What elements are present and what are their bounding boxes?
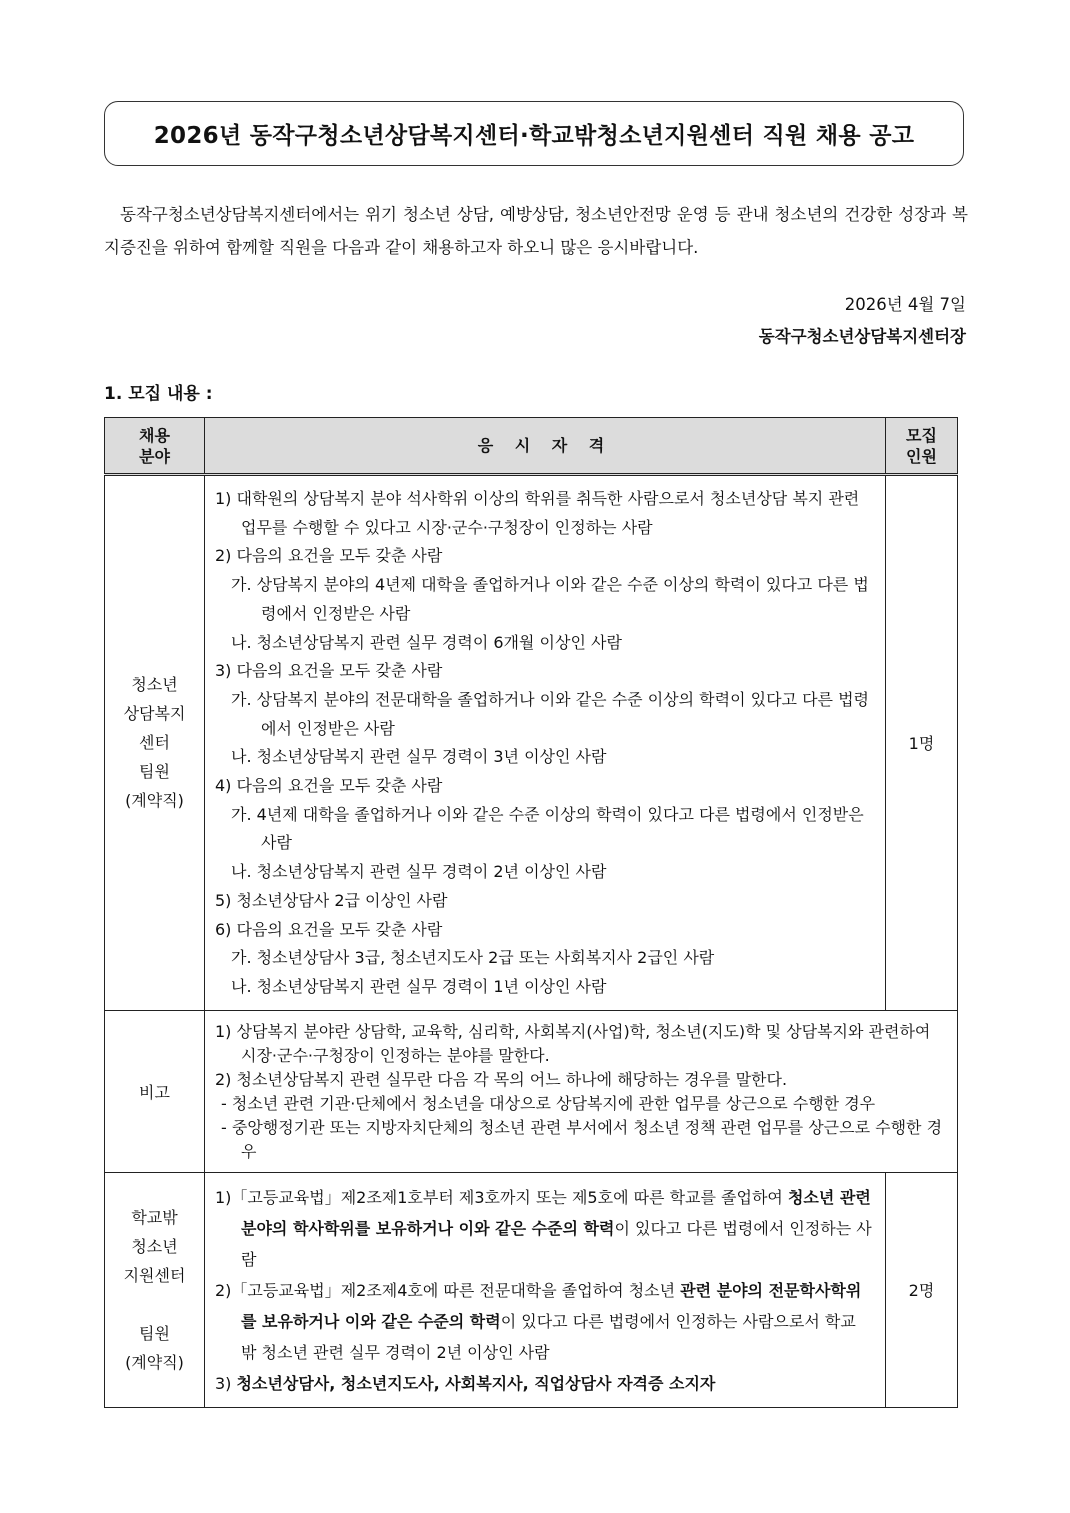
text-run-bold: 관련 분야의 전문학사학위를 보유하거나 이와 같은 수준의 학력 (241, 1280, 862, 1331)
qualification-cell (205, 475, 886, 1011)
text-run: 3) (215, 1373, 237, 1393)
qualification-subitem: 가. 청소년상담사 3급, 청소년지도사 2급 또는 사회복지사 2급인 사람 (231, 948, 715, 968)
field-cell (105, 1172, 205, 1407)
table-row-note (105, 1010, 958, 1172)
section-title: 1. 모집 내용 : (104, 384, 213, 404)
field-line: 센터 (139, 733, 170, 753)
header-field-line2: 분야 (139, 446, 170, 466)
field-line: 팀원 (139, 1323, 170, 1343)
qualification-subitem: 나. 청소년상담복지 관련 실무 경력이 3년 이상인 사람 (231, 747, 607, 767)
qualification-item: 4) 다음의 요건을 모두 갖춘 사람 (215, 776, 443, 796)
qualification-item (215, 1182, 875, 1275)
title-box (104, 101, 964, 166)
header-count (886, 418, 958, 475)
header-count-line1: 모집 (906, 425, 937, 445)
table-row-counseling-center (105, 475, 958, 1011)
field-line: (계약직) (125, 1352, 184, 1372)
header-count-line2: 인원 (906, 446, 937, 466)
field-line: 팀원 (139, 762, 170, 782)
qualification-subitem: 가. 상담복지 분야의 전문대학을 졸업하거나 이와 같은 수준 이상의 학력이 있다고 다른 법령에서 인정받은 사람 (231, 689, 869, 738)
note-cell (205, 1010, 958, 1172)
qualification-item (215, 1368, 875, 1399)
announcement-date: 2026년 4월 7일 (844, 295, 966, 314)
table-row-out-of-school-center (105, 1172, 958, 1407)
qualification-item: 1) 대학원의 상담복지 분야 석사학위 이상의 학위를 취득한 사람으로서 청소년상담 복지 관련 업무를 수행할 수 있다고 시장·군수·구청장이 인정하는 사람 (215, 489, 860, 537)
qualification-subitem: 나. 청소년상담복지 관련 실무 경력이 1년 이상인 사람 (231, 976, 607, 996)
header-field (105, 418, 205, 475)
table-header-row (105, 418, 958, 475)
field-line: 상담복지 (123, 704, 186, 724)
qualification-item: 3) 다음의 요건을 모두 갖춘 사람 (215, 661, 443, 681)
text-run: 이 있다고 다른 법령에서 인정하는 사람으로서 학교 밖 청소년 관련 실무 경력이 2년 이상인 사람 (241, 1311, 856, 1362)
count-cell: 2명 (886, 1172, 958, 1407)
recruitment-table (104, 417, 958, 1408)
intro-paragraph: 동작구청소년상담복지센터에서는 위기 청소년 상담, 예방상담, 청소년안전망 운영 등 관내 청소년의 건강한 성장과 복지증진을 위하여 함께할 직원을 다음과 같이 채용하고자 하오니 많은 응시바랍니다. (104, 205, 968, 257)
qualification-subitem: 가. 상담복지 분야의 4년제 대학을 졸업하거나 이와 같은 수준 이상의 학력이 있다고 다른 법령에서 인정받은 사람 (231, 575, 869, 623)
field-line-spacer (106, 1290, 203, 1319)
issuer-name: 동작구청소년상담복지센터장 (758, 327, 966, 346)
note-item: 2) 청소년상담복지 관련 실무란 다음 각 목의 어느 하나에 해당하는 경우를 말한다. (215, 1069, 788, 1089)
header-qualification: 응 시 자 격 (205, 418, 886, 475)
note-item: 1) 상담복지 분야란 상담학, 교육학, 심리학, 사회복지(사업)학, 청소년(지도)학 및 상담복지와 관련하여 시장·군수·구청장이 인정하는 분야를 말한다. (215, 1021, 931, 1065)
text-run: 이 있다고 다른 법령에서 인정하는 사람 (241, 1218, 872, 1269)
field-line: 학교밖 (131, 1207, 178, 1227)
field-line: 청소년 (131, 1236, 178, 1256)
qualification-subitem: 나. 청소년상담복지 관련 실무 경력이 2년 이상인 사람 (231, 862, 607, 882)
note-subitem: - 청소년 관련 기관·단체에서 청소년을 대상으로 상담복지에 관한 업무를 상근으로 수행한 경우 (221, 1093, 876, 1113)
qualification-item: 2) 다음의 요건을 모두 갖춘 사람 (215, 546, 443, 566)
header-field-line1: 채용 (139, 425, 170, 445)
qualification-cell (205, 1172, 886, 1407)
text-run-bold: 청소년상담사, 청소년지도사, 사회복지사, 직업상담사 자격증 소지자 (236, 1373, 716, 1393)
note-label: 비고 (105, 1010, 205, 1172)
field-line: 청소년 (131, 675, 178, 695)
page-title: 2026년 동작구청소년상담복지센터·학교밖청소년지원센터 직원 채용 공고 (153, 123, 915, 149)
note-subitem: - 중앙행정기관 또는 지방자치단체의 청소년 관련 부서에서 청소년 정책 관련 업무를 상근으로 수행한 경우 (221, 1117, 943, 1161)
count-cell: 1명 (886, 475, 958, 1011)
field-line: 지원센터 (123, 1265, 186, 1285)
field-line: (계약직) (125, 791, 184, 811)
field-cell (105, 475, 205, 1011)
text-run: 1)「고등교육법」제2조제1호부터 제3호까지 또는 제5호에 따른 학교를 졸업하여 (215, 1187, 788, 1207)
qualification-item (215, 1275, 875, 1368)
qualification-item: 5) 청소년상담사 2급 이상인 사람 (215, 890, 448, 910)
qualification-item: 6) 다음의 요건을 모두 갖춘 사람 (215, 919, 443, 939)
qualification-subitem: 가. 4년제 대학을 졸업하거나 이와 같은 수준 이상의 학력이 있다고 다른 법령에서 인정받은 사람 (231, 804, 864, 853)
text-run: 2)「고등교육법」제2조제4호에 따른 전문대학을 졸업하여 청소년 (215, 1280, 681, 1300)
text-run-bold: 청소년 관련 분야의 학사학위를 보유하거나 이와 같은 수준의 학력 (241, 1187, 871, 1238)
qualification-subitem: 나. 청소년상담복지 관련 실무 경력이 6개월 이상인 사람 (231, 632, 622, 652)
